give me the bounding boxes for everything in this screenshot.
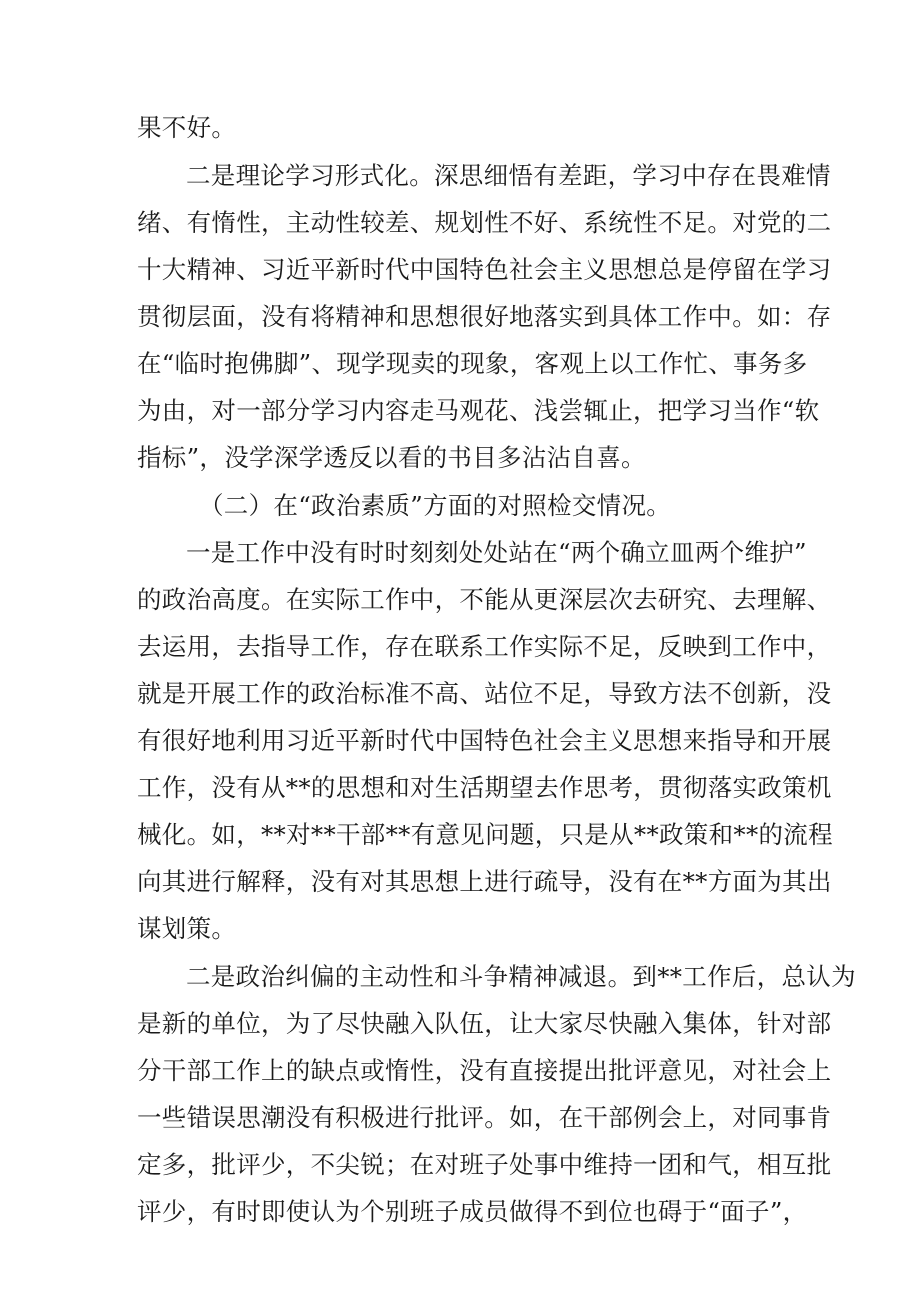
- text-line: 为由，对一部分学习内容走马观花、浅尝辄止，把学习当作“软: [137, 396, 820, 425]
- paragraph-first-line: 一是工作中没有时时刻刻处处站在“两个确立皿两个维护”: [186, 538, 807, 567]
- text-line: 向其进行解释，没有对其思想上进行疏导，没有在**方面为其出: [137, 867, 832, 896]
- text-line: 指标”，没学深学透反以看的书目多沾沾自喜。: [137, 443, 646, 472]
- text-line: 十大精神、习近平新时代中国特色社会主义思想总是停留在学习: [137, 255, 832, 284]
- text-line: 绪、有惰性，主动性较差、规划性不好、系统性不足。对党的二: [137, 208, 832, 237]
- text-line: 果不好。: [137, 113, 237, 142]
- text-line: 的政治高度。在实际工作中，不能从更深层次去研究、去理解、: [137, 585, 832, 614]
- paragraph-first-line: 二是理论学习形式化。深思细悟有差距，学习中存在畏难情: [186, 161, 831, 190]
- text-line: 工作，没有从**的思想和对生活期望去作思考，贯彻落实政策机: [137, 773, 832, 802]
- text-line: 定多，批评少，不尖锐；在对班子处事中维持一团和气，相互批: [137, 1150, 832, 1179]
- text-line: 分干部工作上的缺点或惰性，没有直接提出批评意见，对社会上: [137, 1056, 832, 1085]
- text-line: 械化。如，**对**干部**有意见问题，只是从**政策和**的流程: [137, 820, 833, 849]
- text-line: 贯彻层面，没有将精神和思想很好地落实到具体工作中。如：存: [137, 302, 832, 331]
- text-line: 谋划策。: [137, 914, 237, 943]
- text-line: 一些错误思潮没有积极进行批评。如，在干部例会上，对同事肯: [137, 1103, 832, 1132]
- text-line: 是新的单位，为了尽快融入队伍，让大家尽快融入集体，针对部: [137, 1009, 832, 1038]
- text-line: 就是开展工作的政治标准不高、站位不足，导致方法不创新，没: [137, 679, 832, 708]
- paragraph-first-line: 二是政治纠偏的主动性和斗争精神减退。到**工作后，总认为: [186, 962, 856, 991]
- text-line: 在“临时抱佛脚”、现学现卖的现象，客观上以工作忙、事务多: [137, 349, 808, 378]
- text-line: 有很好地利用习近平新时代中国特色社会主义思想来指导和开展: [137, 726, 832, 755]
- section-heading: （二）在“政治素质”方面的对照检交情况。: [199, 491, 672, 520]
- text-line: 去运用，去指导工作，存在联系工作实际不足，反映到工作中，: [137, 632, 832, 661]
- text-line: 评少，有时即使认为个别班子成员做得不到位也碍于“面子”，: [137, 1197, 808, 1226]
